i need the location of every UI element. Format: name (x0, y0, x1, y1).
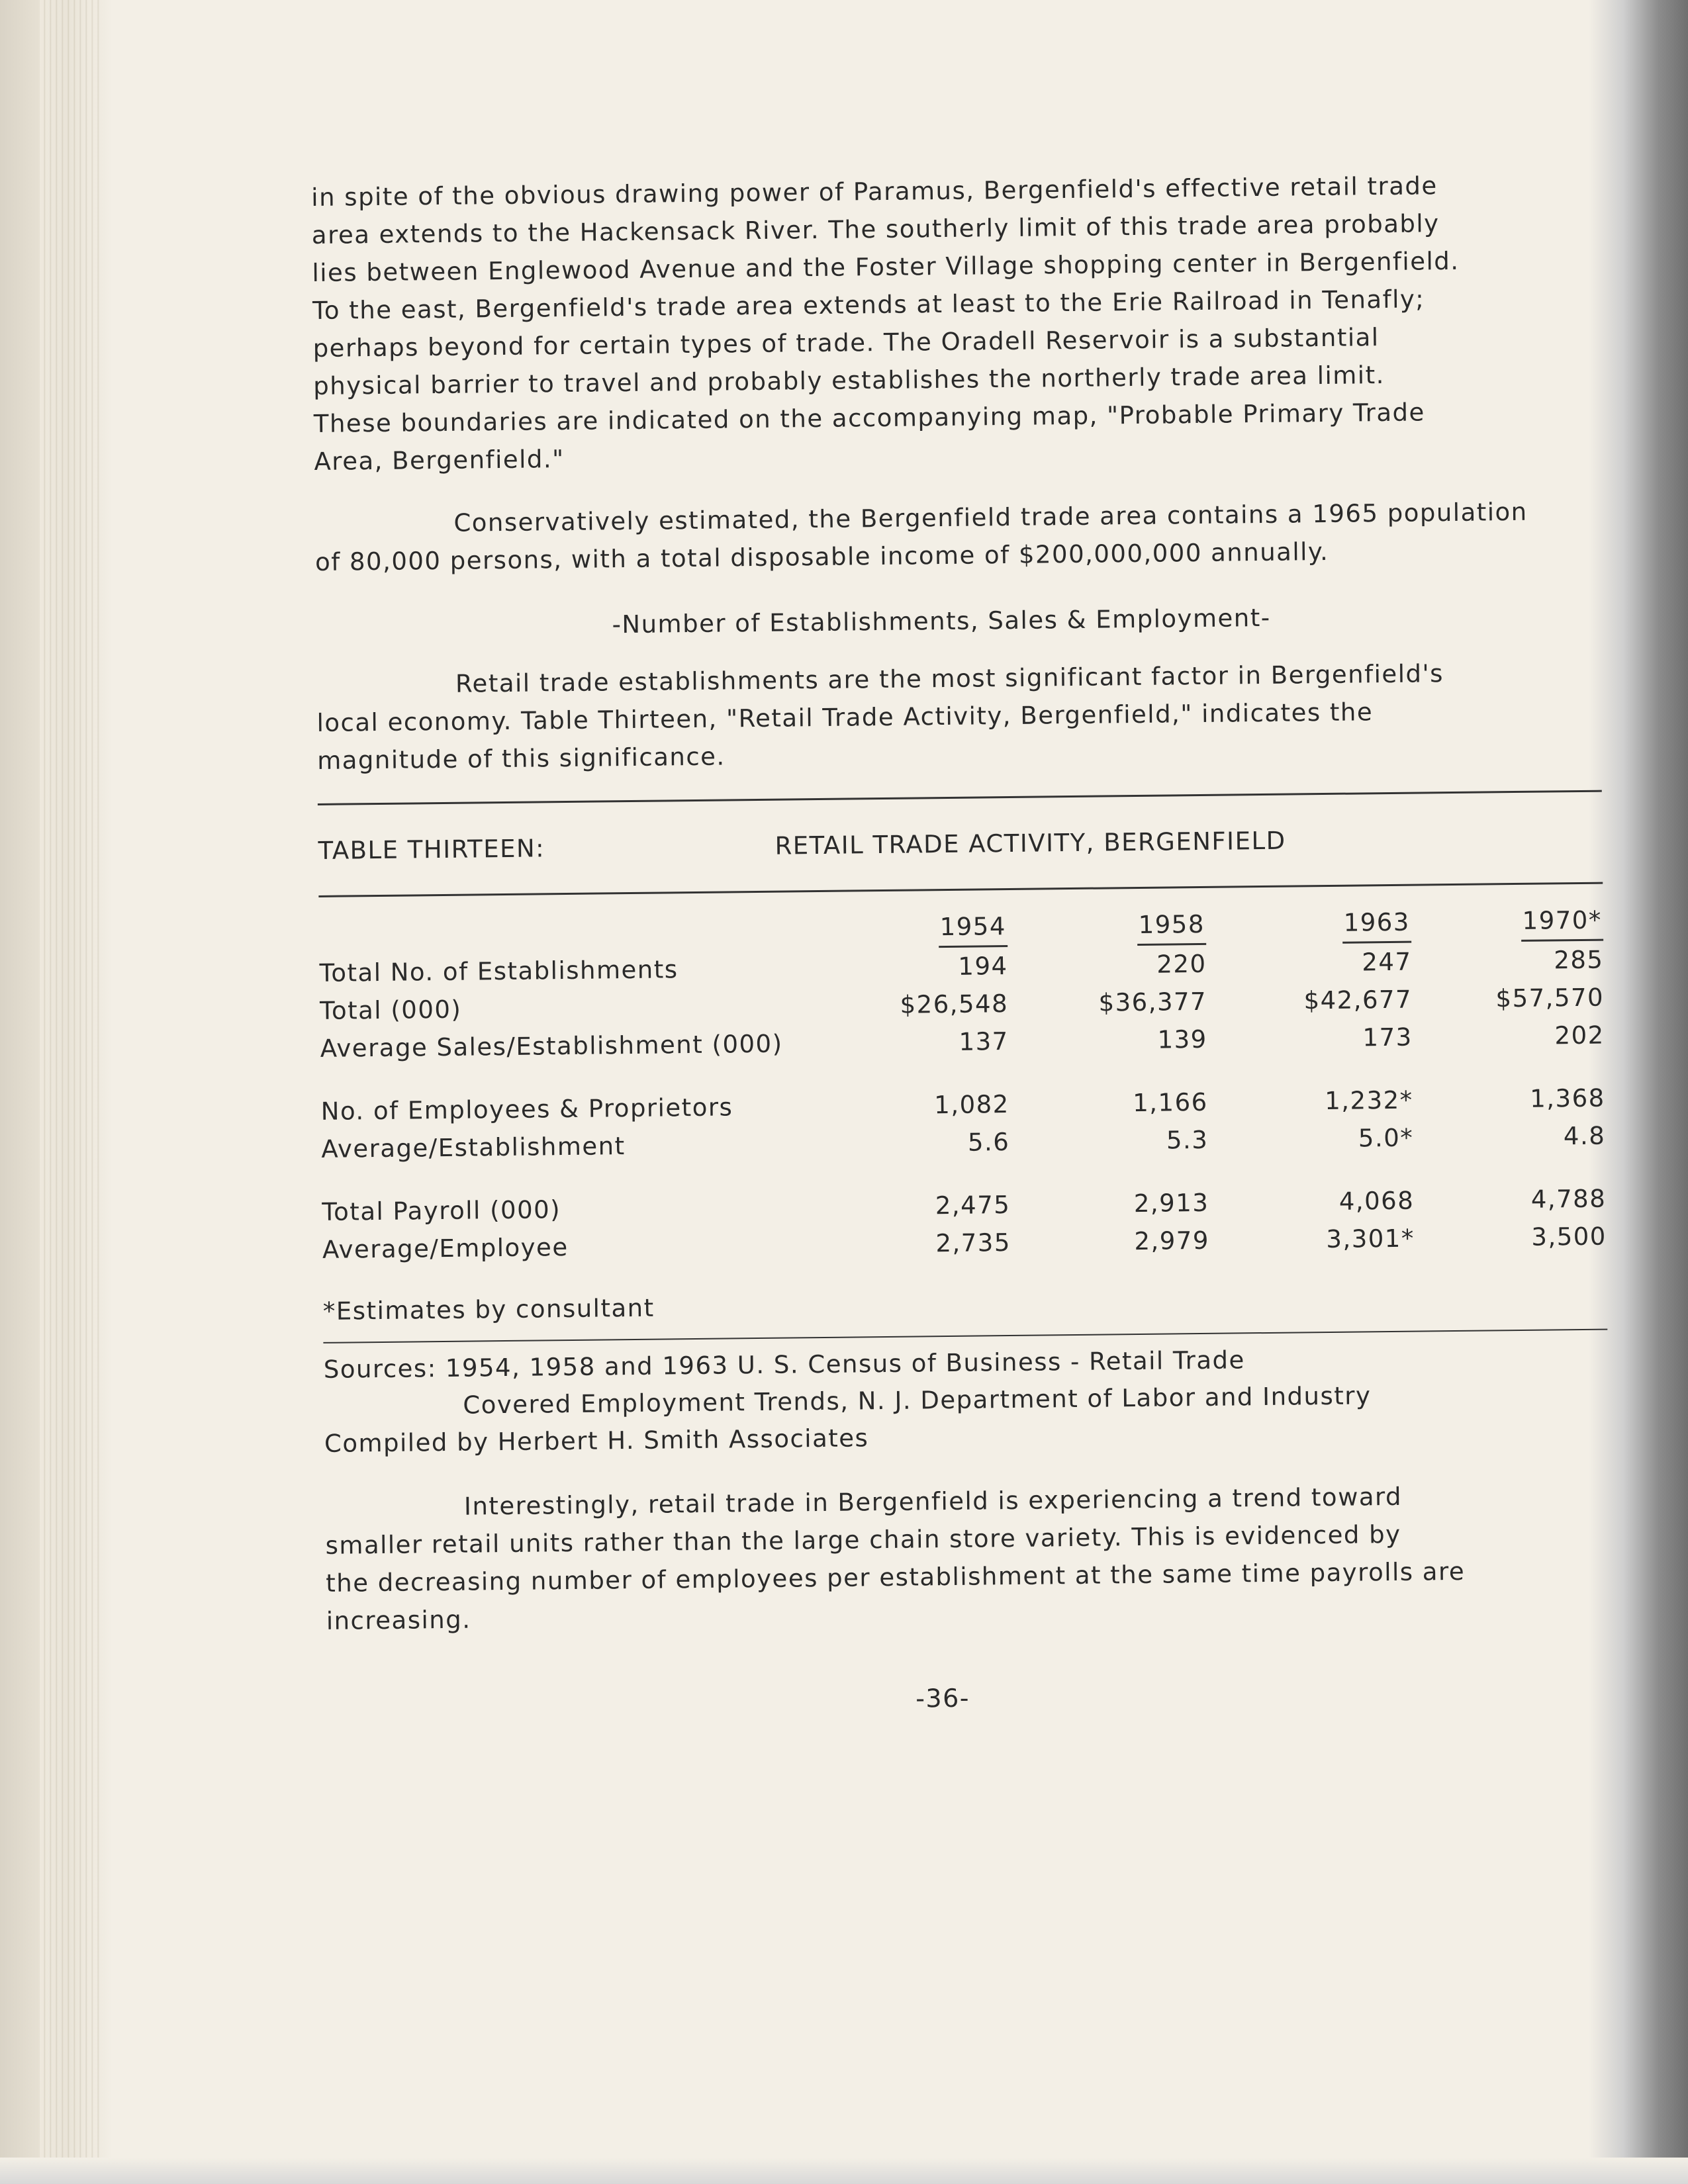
table-cell: 3,500 (1531, 1222, 1607, 1251)
row-label: Total (000) (319, 995, 462, 1025)
table-header-rule (318, 882, 1603, 897)
row-label: No. of Employees & Proprietors (320, 1093, 733, 1126)
table-cell: 285 (1554, 945, 1604, 975)
table-cell: 5.0* (1358, 1123, 1414, 1153)
paragraph-trade-area: in spite of the obvious drawing power of Paramus, Bergenfield's effective retail trade area extends to the Hackensack River. The southerly limit of this trade area probably lies between Englewood Avenue and the Foster Village shopping center in Bergenfield. To the east, Bergenfield's trade area extends at least to the Erie Railroad in Tenafly; perhaps beyond for certain types of trade. The Oradell Reservoir is a substantial physical barrier to travel and probably establishes the northerly trade area limit. These boundaries are indicated on the accompanying map, "Probable Primary Trade Area, Bergenfield." (311, 171, 1460, 476)
table-cell: 139 (1157, 1024, 1207, 1054)
table-cell: 220 (1156, 949, 1207, 979)
table-footnote: *Estimates by consultant (322, 1293, 655, 1326)
paragraph-population: Conservatively estimated, the Bergenfield trade area contains a 1965 population of 80,000 persons, with a total disposable income of $200,000,000 annually. (314, 497, 1528, 576)
table-title-row (318, 819, 1609, 869)
year-header: 1958 (1137, 905, 1206, 946)
table-cell: 4.8 (1563, 1121, 1606, 1151)
year-header: 1970* (1521, 901, 1603, 942)
sources-block (324, 1338, 1616, 1462)
table-cell: 194 (958, 952, 1008, 981)
bottom-shadow (0, 2158, 1688, 2184)
sources-line: Compiled by Herbert H. Smith Associates (324, 1424, 869, 1458)
table-cell: 3,301* (1326, 1224, 1415, 1254)
year-header: 1963 (1342, 903, 1411, 944)
table-cell: 2,979 (1134, 1226, 1210, 1256)
table-cell: 1,368 (1529, 1083, 1605, 1113)
sources-line: Covered Employment Trends, N. J. Department of Labor and Industry (463, 1381, 1372, 1420)
page-stack-edge (40, 0, 99, 2184)
row-label: Total No. of Establishments (319, 955, 679, 987)
page-content (311, 165, 1618, 1724)
table-label: TABLE THIRTEEN: (318, 834, 545, 865)
table-cell: 2,913 (1133, 1188, 1209, 1218)
table-cell: 1,166 (1133, 1087, 1208, 1118)
table-cell: $42,677 (1303, 985, 1413, 1015)
section-heading: -Number of Establishments, Sales & Employment- (612, 603, 1271, 639)
row-label: Total Payroll (000) (322, 1195, 561, 1226)
page-number: -36- (915, 1683, 970, 1713)
table-cell: 4,068 (1338, 1186, 1415, 1216)
table-cell: 2,735 (935, 1228, 1011, 1258)
paragraph-trend: Interestingly, retail trade in Bergenfield is experiencing a trend toward smaller retail units rather than the large chain store variety. This is evidenced by the decreasing number of employees per establishment at the same time payrolls are increasing. (325, 1482, 1466, 1635)
table-cell: 2,475 (935, 1191, 1011, 1220)
table-cell: 137 (959, 1027, 1009, 1056)
table-cell: $26,548 (900, 989, 1009, 1019)
table-title: RETAIL TRADE ACTIVITY, BERGENFIELD (774, 826, 1286, 860)
table-cell: 202 (1554, 1021, 1605, 1050)
paragraph-significance: Retail trade establishments are the most significant factor in Bergenfield's local economy. Table Thirteen, "Retail Trade Activity, Bergenfield," indicates the magnitude of this significance. (316, 659, 1444, 775)
row-label: Average Sales/Establishment (000) (320, 1029, 783, 1063)
table-cell: 173 (1362, 1023, 1413, 1052)
retail-trade-table (319, 901, 1607, 1269)
table-cell: $57,570 (1495, 983, 1605, 1013)
table-cell: 4,788 (1530, 1184, 1607, 1214)
sources-line: Sources: 1954, 1958 and 1963 U. S. Census of Business - Retail Trade (323, 1345, 1245, 1384)
row-label: Average/Establishment (321, 1132, 626, 1163)
table-cell: 1,082 (934, 1090, 1009, 1120)
row-label: Average/Employee (322, 1233, 569, 1264)
table-cell: 5.3 (1166, 1125, 1209, 1155)
table-top-rule (318, 790, 1602, 805)
year-header: 1954 (938, 907, 1008, 948)
table-cell: $36,377 (1098, 987, 1207, 1017)
table-cell: 1,232* (1325, 1085, 1413, 1116)
table-cell: 247 (1362, 947, 1412, 977)
table-cell: 5.6 (967, 1128, 1010, 1157)
